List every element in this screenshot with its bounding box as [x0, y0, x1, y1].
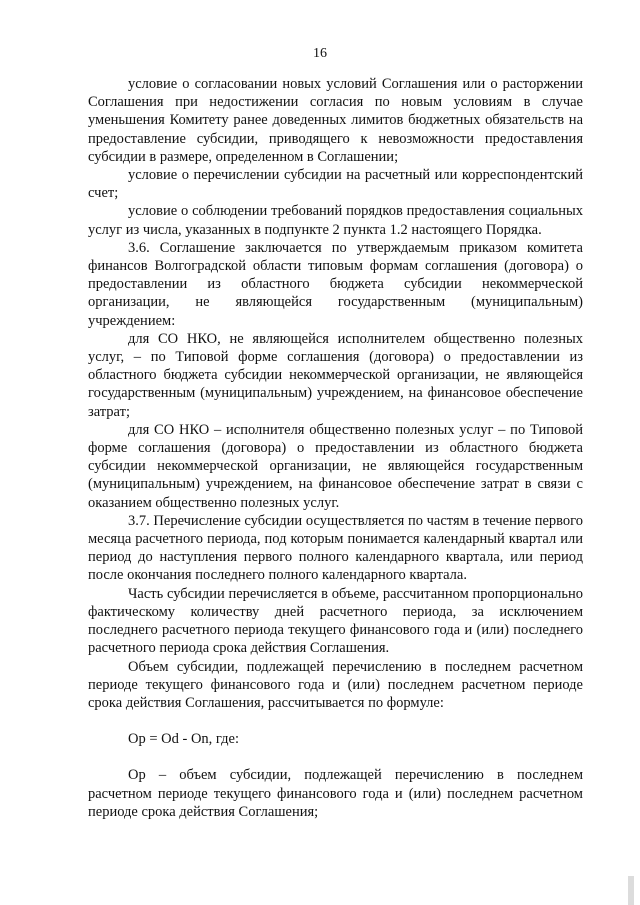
- paragraph-condition-transfer: условие о перечислении субсидии на расчетный или корреспондентский счет;: [88, 167, 583, 202]
- paragraph-subsidy-volume: Объем субсидии, подлежащей перечислению в последнем расчетном периоде текущего финансового года и (или) последнем расчетном периоде срока действия Соглашения, рассчитывается по формуле:: [88, 658, 583, 711]
- paragraph-so-nko-non-executor: для СО НКО, не являющейся исполнителем общественно полезных услуг, – по Типовой форме соглашения (договора) о предоставлении из областного бюджета субсидии некоммерческой организации, не являющейся государственным (муниципальным) учреждением, на финансовое обеспечение затрат;: [88, 330, 583, 420]
- paragraph-subsidy-part: Часть субсидии перечисляется в объеме, рассчитанном пропорционально фактическому количеству дней расчетного периода, за исключением последнего расчетного периода текущего финансового года и (или) последнего расчетного периода срока действия Соглашения.: [88, 585, 583, 657]
- paragraph-so-nko-executor: для СО НКО – исполнителя общественно полезных услуг – по Типовой форме соглашения (договора) о предоставлении из областного бюджета субсидии некоммерческой организации, не являющейся государственным (муниципальным) учреждением, на финансовое обеспечение затрат в связи с оказанием общественно полезных услуг.: [88, 421, 583, 511]
- paragraph-condition-agreement: условие о согласовании новых условий Соглашения или о расторжении Соглашения при недостижении согласия по новым условиям в случае уменьшения Комитету ранее доведенных лимитов бюджетных обязательств на предоставление субсидии, приводящего к невозможности предоставления субсидии в размере, определенном в Соглашении;: [88, 76, 583, 165]
- paragraph-3-7: 3.7. Перечисление субсидии осуществляется по частям в течение первого месяца расчетного периода, под которым понимается календарный квартал или период до наступления первого полного календарного квартала, или период после окончания последнего полного календарного квартала.: [88, 512, 583, 584]
- paragraph-definition-op: Op – объем субсидии, подлежащей перечислению в последнем расчетном периоде текущего финансового года и (или) последнем расчетном периоде срока действия Соглашения;: [88, 767, 583, 820]
- page-number: 16: [313, 46, 327, 61]
- formula: Op = Od - On, где:: [128, 731, 239, 748]
- document-body: [88, 75, 583, 821]
- scan-edge-shadow: [628, 876, 634, 905]
- paragraph-3-6: 3.6. Соглашение заключается по утверждаемым приказом комитета финансов Волгоградской области типовым формам соглашения (договора) о предоставлении из областного бюджета субсидии некоммерческой организации, не являющейся государственным (муниципальным) учреждением:: [88, 239, 583, 329]
- paragraph-condition-requirements: условие о соблюдении требований порядков предоставления социальных услуг из числа, указанных в подпункте 2 пункта 1.2 настоящего Порядка.: [88, 203, 583, 238]
